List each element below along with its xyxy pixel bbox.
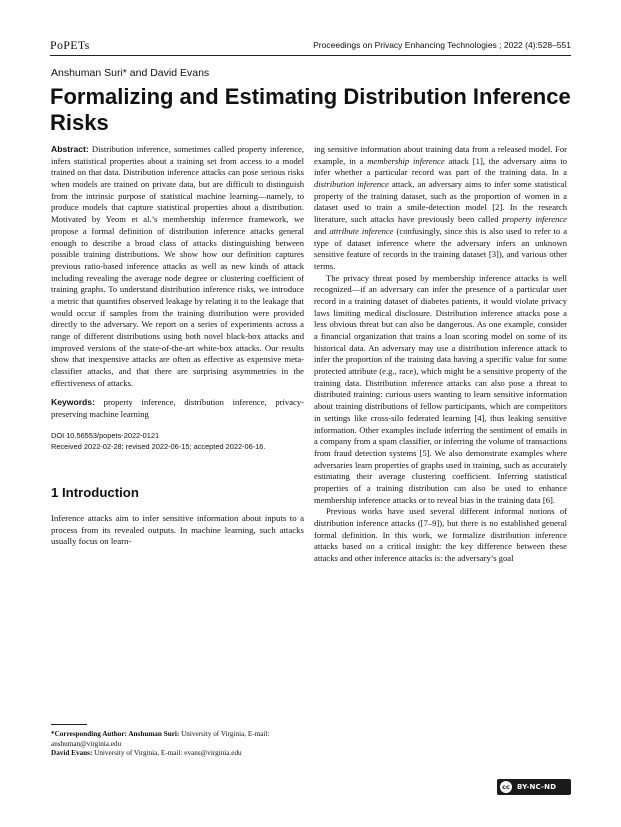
body-paragraph: The privacy threat posed by membership inference attacks is well recognized—if an adversary can infer the presence of a particular user record in a training dataset of diabetes patients, it would violate privacy laws limiting medical disclosure. Distribution inference attacks pose a less obvious threat but can also be dangerous. As one example, consider a financial organization that trains a loan scoring model on some of its historical data. An adversary may use a distribution inference attack to infer the proportion of the training data having a specific value for some protected attribute (e.g., race), which might be a sensitive property of the training data. Distribution inference attacks can also pose a threat to distributed training: curious users wanting to learn sensitive information about training distributions of fellow participants, which are competitors in settings like cross-silo federated learning [4], thus leaking sensitive information. Other examples include inferring the sentiment of emails in a company from a spam classifier, or inferring the volume of transactions from fraud detection systems [5]. We also demonstrate examples where adversaries learn properties of graphs used in training, such as accurately estimating their average clustering coefficient. Inferring statistical properties of a training distribution can also be used to enhance membership inference attacks or to reveal bias in the training data [6].	[314, 272, 567, 505]
keywords-text: property inference, distribution inference, privacy-preserving machine learning	[51, 397, 305, 420]
footnote-rule	[51, 724, 87, 725]
abstract-label: Abstract:	[51, 144, 89, 154]
keywords	[51, 397, 304, 420]
header-rule	[50, 55, 571, 56]
paper-title: Formalizing and Estimating Distribution Inference Risks	[50, 84, 571, 135]
footnote-text: University of Virginia, E-mail: anshuman@virginia.edu	[51, 730, 270, 748]
license-badge	[497, 779, 571, 795]
footnote-corresponding-author	[51, 730, 304, 749]
emphasis: attribute inference	[329, 225, 394, 236]
text-run: attack [1], the adversary aims to infer whether a particular record was part of the training data. In a	[314, 155, 568, 178]
keywords-label: Keywords:	[51, 397, 95, 408]
text-run: and	[314, 225, 330, 236]
author-list: Anshuman Suri* and David Evans	[51, 67, 210, 79]
footnotes	[51, 730, 304, 759]
doi: DOI 10.56553/popets-2022-0121	[51, 430, 160, 440]
body-paragraph: Previous works have used several different informal notions of distribution inference attacks ([7–9]), but there is no established general formal definition. In this work, we formalize distribution inference attacks based on a critical insight: the key difference between these attacks and other inference attacks is: the adversary’s goal	[314, 506, 567, 564]
journal-citation: Proceedings on Privacy Enhancing Technologies ; 2022 (4):528–551	[313, 40, 571, 50]
emphasis: distribution inference	[314, 179, 389, 190]
abstract	[51, 144, 304, 389]
intro-paragraph: Inference attacks aim to infer sensitive information about inputs to a process from its revealed outputs. In machine learning, such attacks usually focus on learn-	[51, 512, 304, 547]
emphasis: membership inference	[367, 155, 445, 166]
footnote-second-author	[51, 749, 304, 759]
text-run: attack, an adversary aims to infer some statistical property of the training dataset, such as the proportion of women in a dataset used to train a smile-detection model [2]. In the research literature, such attacks have previously been called	[314, 179, 567, 225]
right-column	[314, 144, 567, 565]
footnote-label: David Evans:	[51, 749, 93, 758]
received-dates: Received 2022-02-28; revised 2022-06-15; accepted 2022-06-16.	[51, 441, 266, 451]
left-column	[51, 144, 304, 548]
footnote-label: *Corresponding Author: Anshuman Suri:	[51, 730, 180, 738]
text-run: (confusingly, since this is also used to refer to a type of dataset inference where the adversary infers an unknown sensitive feature of records in the training dataset [3]), and various other terms.	[314, 225, 568, 271]
creative-commons-icon: cc	[500, 781, 512, 793]
footnote-text: University of Virginia, E-mail: evans@virginia.edu	[92, 749, 242, 758]
abstract-text: Distribution inference, sometimes called property inference, infers statistical properties about a training set from access to a model trained on that data. Distribution inference attacks can pose serious risks when models are trained on private data, but are difficult to distinguish from the intrinsic purpose of statistical machine learning—namely, to produce models that capture statistical properties about a distribution. Motivated by Yeom et al.’s membership inference framework, we propose a formal definition of distribution inference attacks general enough to describe a broad class of attacks distinguishing between possible training distributions. We show how our definition captures previous ratio-based inference attacks as well as new kinds of attack including revealing the average node degree or clustering coefficient of training graphs. To understand distribution inference risks, we introduce a metric that quantifies observed leakage by relating it to the leakage that would occur if samples from the training distribution were provided directly to the adversary. We report on a series of experiments across a range of different distributions using both novel black-box attacks and improved versions of the state-of-the-art white-box attacks. Our results show that inexpensive attacks are often as effective as expensive meta-classifier attacks, and that there are surprising asymmetries in the effectiveness of attacks.	[51, 144, 304, 388]
emphasis: property inference	[502, 214, 567, 225]
section-heading-introduction: 1 Introduction	[51, 484, 139, 500]
license-text: BY-NC-ND	[517, 783, 557, 791]
text-run: ing sensitive information about training data from a released model. For example, in a	[314, 144, 567, 166]
body-paragraph	[314, 144, 567, 273]
journal-name: PoPETs	[50, 38, 90, 52]
